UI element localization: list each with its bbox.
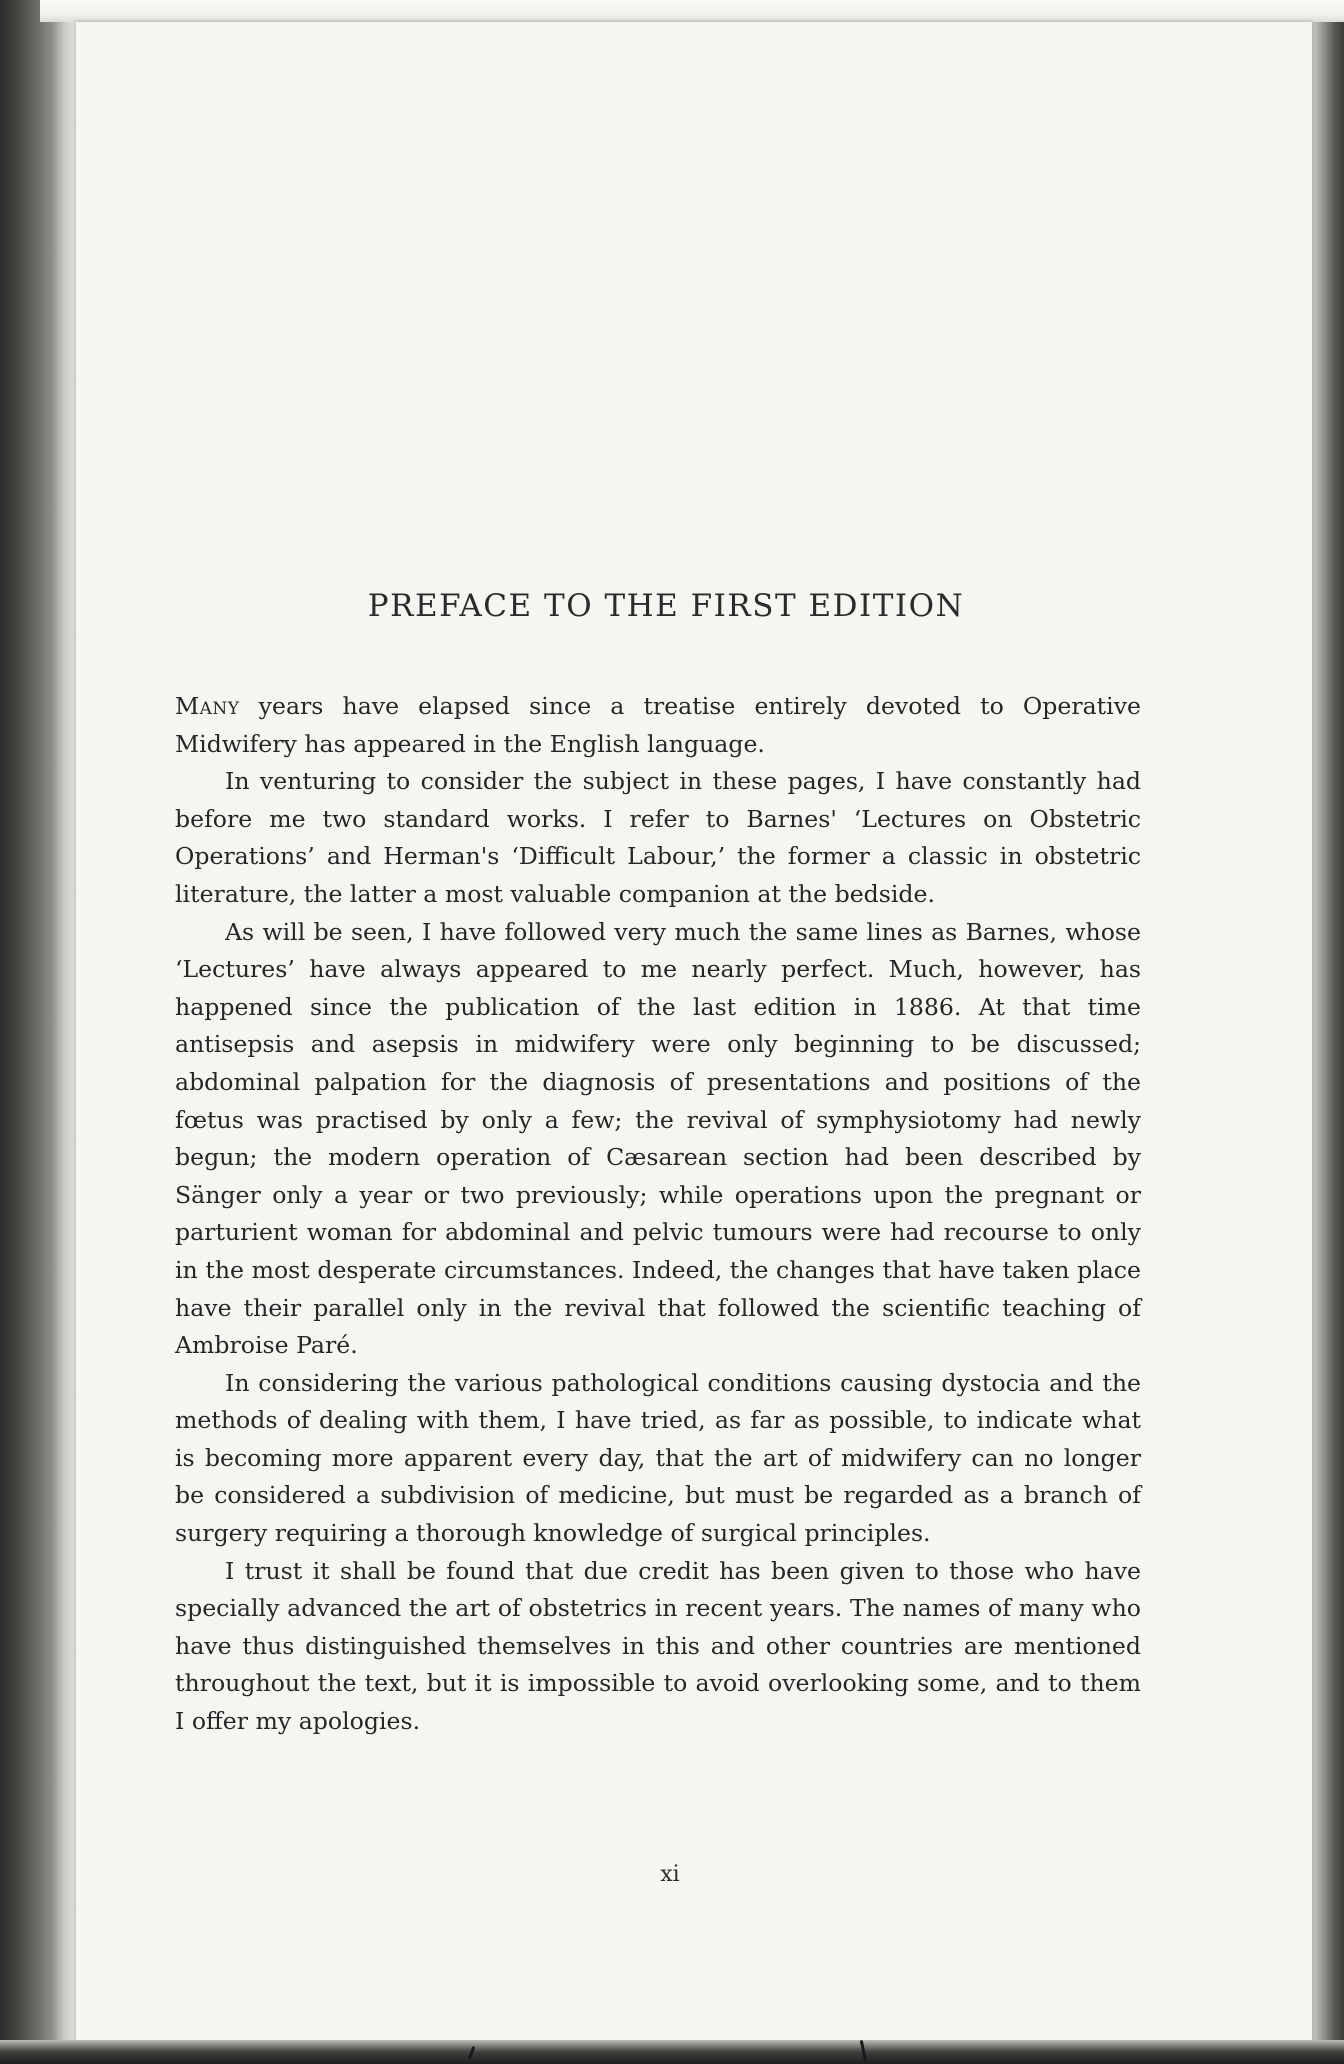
page-number: xi bbox=[660, 1862, 680, 1887]
paragraph-3: As will be seen, I have followed very much the same lines as Barnes, whose ‘Lectures’ have always appeared to me nearly perfect. Much, however, has happened since the publication of the last edition in 1886. At that time antisepsis and asepsis in midwifery were only beginning to be discussed; abdominal palpation for the diagnosis of presentations and positions of the fœtus was practised by only a few; the revival of symphysiotomy had newly begun; the modern operation of Cæsarean section had been described by Sänger only a year or two previously; while operations upon the pregnant or parturient woman for abdominal and pelvic tumours were had recourse to only in the most desperate circumstances. Indeed, the changes that have taken place have their parallel only in the revival that followed the scientific teaching of Ambroise Paré. bbox=[175, 917, 1141, 1360]
page-title: PREFACE TO THE FIRST EDITION bbox=[367, 588, 965, 624]
preface-body bbox=[175, 688, 1141, 1741]
paragraph-1 bbox=[175, 688, 1141, 763]
page-bottom-edge bbox=[0, 2040, 1344, 2064]
paragraph-5: I trust it shall be found that due credit has been given to those who have specially advanced the art of obstetrics in recent years. The names of many who have thus distinguished themselves in this and other countries are mentioned throughout the text, but it is impossible to avoid overlooking some, and to them I offer my apologies. bbox=[175, 1556, 1141, 1736]
paragraph-2: In venturing to consider the subject in these pages, I have constantly had before me two standard works. I refer to Barnes' ‘Lectures on Obstetric Operations’ and Herman's ‘Difficult Labour,’ the former a classic in obstetric literature, the latter a most valuable companion at the bedside. bbox=[175, 767, 1141, 908]
paragraph-1-text: years have elapsed since a treatise entirely devoted to Operative Midwifery has appeared in the English language. bbox=[175, 692, 1141, 758]
paragraph-4: In considering the various pathological conditions causing dystocia and the methods of dealing with them, I have tried, as far as possible, to indicate what is becoming more apparent every day, that the art of midwifery can no longer be considered a subdivision of medicine, but must be regarded as a branch of surgery requiring a thorough knowledge of surgical principles. bbox=[175, 1368, 1141, 1548]
page-top-edge bbox=[40, 0, 1344, 22]
paragraph-1-lead: Many bbox=[175, 692, 240, 720]
